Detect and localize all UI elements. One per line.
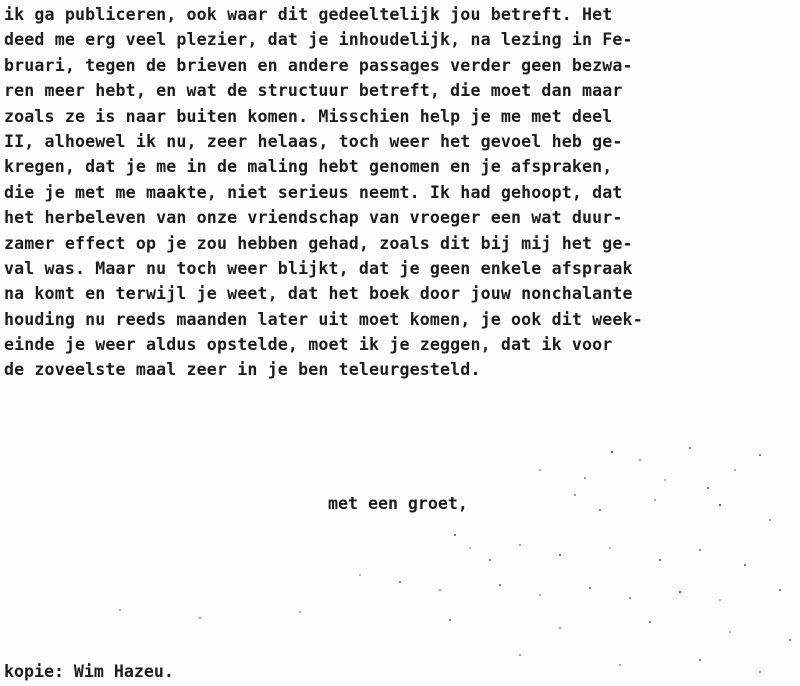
letter-line: kregen, dat je me in de maling hebt genomen en je afspraken,: [4, 157, 613, 177]
letter-line: val was. Maar nu toch weer blijkt, dat je geen enkele afspraak: [4, 258, 633, 278]
letter-line: ik ga publiceren, ook waar dit gedeeltelijk jou betreft. Het: [4, 5, 613, 24]
letter-line: houding nu reeds maanden later uit moet komen, je ook dit week-: [4, 309, 643, 329]
letter-cc: kopie: Wim Hazeu.: [4, 662, 174, 681]
letter-line: bruari, tegen de brieven en andere passages verder geen bezwa-: [4, 55, 633, 75]
letter-closing: met een groet,: [328, 494, 468, 513]
letter-line: zoals ze is naar buiten komen. Misschien help je me met deel: [4, 106, 613, 126]
letter-line: einde je weer aldus opstelde, moet ik je zeggen, dat ik voor: [4, 335, 613, 355]
letter-line: het herbeleven van onze vriendschap van vroeger een wat duur-: [4, 208, 623, 228]
letter-line: na komt en terwijl je weet, dat het boek door jouw nonchalante: [4, 284, 633, 304]
letter-body: [4, 2, 796, 383]
letter-line: die je met me maakte, niet serieus neemt. Ik had gehoopt, dat: [4, 182, 623, 202]
letter-line: II, alhoewel ik nu, zeer helaas, toch weer het gevoel heb ge-: [4, 131, 623, 151]
letter-line: ren meer hebt, en wat de structuur betreft, die moet dan maar: [4, 81, 623, 101]
letter-line: deed me erg veel plezier, dat je inhoudelijk, na lezing in Fe-: [4, 30, 633, 50]
letter-line: de zoveelste maal zeer in je ben teleurgesteld.: [4, 360, 481, 380]
letter-line: zamer effect op je zou hebben gehad, zoals dit bij mij het ge-: [4, 233, 633, 253]
